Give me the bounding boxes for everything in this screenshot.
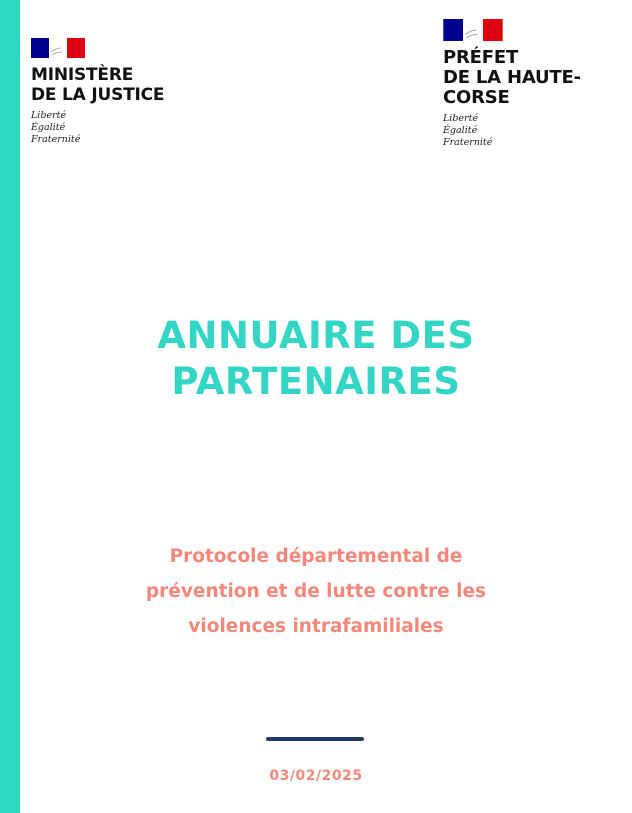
marianne-flag-icon xyxy=(31,38,85,58)
motto-line: Égalité xyxy=(443,125,478,136)
republic-motto xyxy=(443,113,623,149)
republic-motto xyxy=(31,110,201,146)
marianne-flag-icon xyxy=(443,19,497,39)
document-date: 03/02/2025 xyxy=(269,768,363,784)
ministere-justice-logo xyxy=(31,38,201,146)
document-title xyxy=(20,313,612,405)
institution-name-line: DE LA JUSTICE xyxy=(31,85,165,105)
institution-name-line: CORSE xyxy=(443,87,510,108)
motto-line: Liberté xyxy=(443,113,479,124)
title-line: PARTENAIRES xyxy=(171,360,461,403)
motto-line: Fraternité xyxy=(31,134,81,145)
institution-name-line: DE LA HAUTE- xyxy=(443,67,581,88)
motto-line: Fraternité xyxy=(443,137,493,148)
institution-name xyxy=(443,48,623,108)
subtitle-line: violences intrafamiliales xyxy=(188,616,444,637)
institution-name xyxy=(31,65,201,105)
title-line: ANNUAIRE DES xyxy=(157,314,475,357)
divider-line xyxy=(266,737,364,741)
side-accent-bar xyxy=(0,0,20,813)
subtitle-line: prévention et de lutte contre les xyxy=(145,581,487,602)
institution-name-line: PRÉFET xyxy=(443,47,519,68)
motto-line: Égalité xyxy=(31,122,66,133)
institution-name-line: MINISTÈRE xyxy=(31,65,134,85)
motto-line: Liberté xyxy=(31,110,67,121)
document-subtitle xyxy=(20,539,612,644)
subtitle-line: Protocole départemental de xyxy=(169,546,463,567)
prefet-haute-corse-logo xyxy=(443,19,623,149)
